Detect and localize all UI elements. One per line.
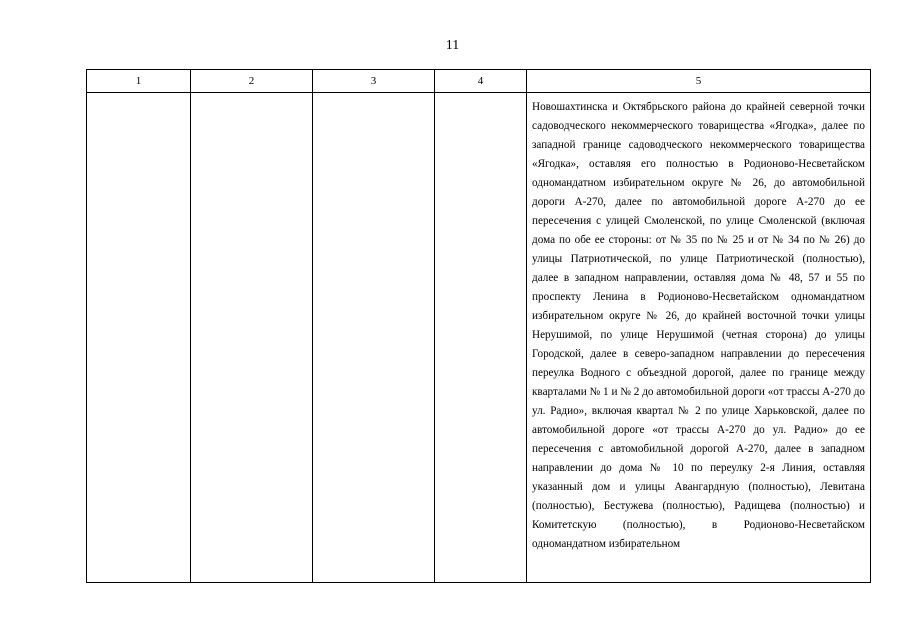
- column-header-2: 2: [191, 70, 313, 93]
- column-header-1: 1: [87, 70, 191, 93]
- boundary-description-text: Новошахтинска и Октябрьского района до крайней северной точки садоводческого некоммерческого товарищества «Ягодка», далее по западной границе садоводческого некоммерческого товарищества «Ягодка», оставляя его полностью в Родионово-Несветайском одномандатном избирательном округе № 26, до автомобильной дороги А-270, далее по автомобильной дороге А-270 до ее пересечения с улицей Смоленской, по улице Смоленской (включая дома по обе ее стороны: от № 35 по № 25 и от № 34 по № 26) до улицы Патриотической, по улице Патриотической (полностью), далее в западном направлении, оставляя дома № 48, 57 и 55 по проспекту Ленина в Родионово-Несветайском одномандатном избирательном округе № 26, до крайней восточной точки улицы Нерушимой, по улице Нерушимой (четная сторона) до улицы Городской, далее в северо-западном направлении до пересечения переулка Водного с объездной дорогой, далее по границе между кварталами № 1 и № 2 до автомобильной дороги «от трассы А-270 до ул. Радио», включая квартал № 2 по улице Харьковской, далее по автомобильной дороге «от трассы А-270 до ул. Радио» до ее пересечения с автомобильной дорогой А-270, далее в западном направлении до дома № 10 по переулку 2-я Линия, оставляя указанный дом и улицы Авангардную (полностью), Левитана (полностью), Бестужева (полностью), Радищева (полностью) и Комитетскую (полностью), в Родионово-Несветайском одномандатном избирательном: [527, 93, 871, 583]
- cell-col-3: [313, 93, 435, 583]
- table-header-row: [87, 70, 871, 93]
- cell-col-2: [191, 93, 313, 583]
- column-header-4: 4: [435, 70, 527, 93]
- cell-col-1: [87, 93, 191, 583]
- column-header-3: 3: [313, 70, 435, 93]
- boundary-description-table: [86, 69, 871, 583]
- cell-col-4: [435, 93, 527, 583]
- table-row: [87, 93, 871, 583]
- page-number: 11: [445, 38, 460, 53]
- column-header-5: 5: [527, 70, 871, 93]
